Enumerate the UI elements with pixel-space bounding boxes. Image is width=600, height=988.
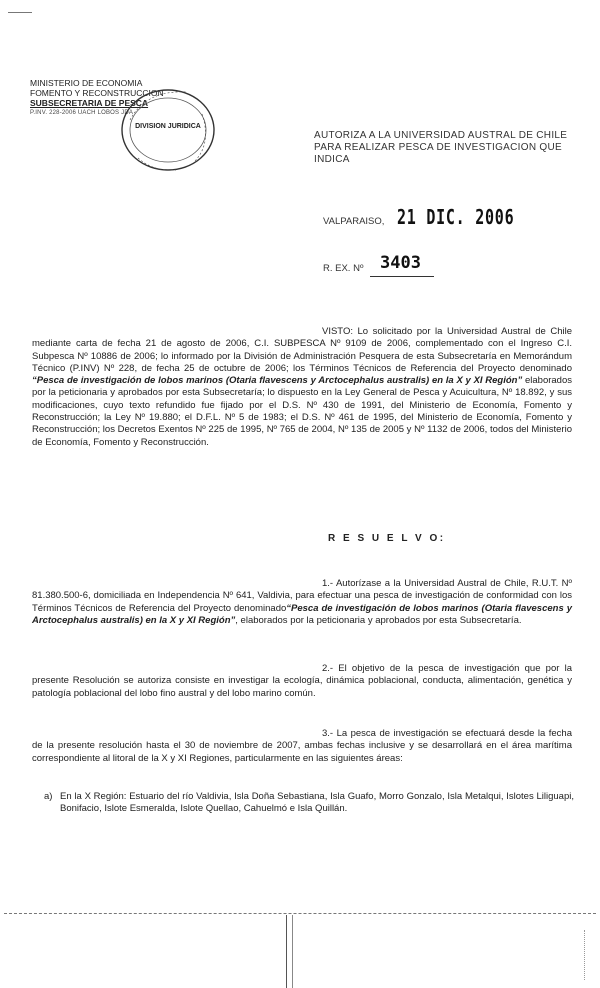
ministry-line-1: MINISTERIO DE ECONOMIA <box>30 78 143 88</box>
fold-vertical-right <box>292 915 293 988</box>
item-1-project-name: “Pesca de investigación de lobos marinos (Otaria flavescens y Arctocephalus australis) en la X y XI Región” <box>32 602 572 626</box>
place-label: VALPARAISO, <box>323 216 385 227</box>
item-1-text-1: 1.- Autorízase a la Universidad Austral de Chile, R.U.T. Nº 81.380.500-6, domiciliada en Independencia Nº 641, Valdivia, para efectuar una pesca de investigación de conformidad con los Términos Técnicos de Referencia del Proyecto denominado <box>32 578 572 614</box>
rex-underline <box>370 276 434 277</box>
item-1-text-2: , elaborados por la peticionaria y aprobados por esta Subsecretaría. <box>235 614 522 626</box>
item-3-text: 3.- La pesca de investigación se efectuará desde la fecha de la presente resolución hasta el 30 de noviembre de 2007, ambas fechas inclusive y se desarrollará en el área marítima correspondiente al litoral de la X y XI Regiones, particularmente en las siguientes áreas: <box>32 728 572 764</box>
subsecretaria-line: SUBSECRETARIA DE PESCA <box>30 98 149 108</box>
seal-stamp-icon <box>116 84 220 174</box>
reference-code: P.INV. 228-2006 UACH LOBOS JDA <box>30 110 134 116</box>
item-2-text: 2.- El objetivo de la pesca de investigación que por la presente Resolución se autoriza consiste en investigar la ecología, dinámica poblacional, conducta, alimentación, genética y patología poblacional del lobo fino austral y del lobo marino común. <box>32 663 572 699</box>
resolution-title: AUTORIZA A LA UNIVERSIDAD AUSTRAL DE CHILE PARA REALIZAR PESCA DE INVESTIGACION QUE INDICA <box>314 130 568 165</box>
fold-vertical-left <box>286 915 287 988</box>
visto-paragraph <box>32 326 572 449</box>
item-3-paragraph <box>32 728 572 765</box>
list-item-a <box>44 791 574 816</box>
item-2-paragraph <box>32 663 572 700</box>
right-edge-mark <box>584 930 585 980</box>
rex-number: 3403 <box>380 253 421 273</box>
visto-label: VISTO: <box>322 326 353 337</box>
list-marker-a: a) <box>44 791 53 802</box>
resolution-date: 21 DIC. 2006 <box>397 205 515 229</box>
resuelvo-heading: R E S U E L V O: <box>328 533 446 544</box>
visto-text-2: elaborados por la peticionaria y aprobados por esta Subsecretaría; lo dispuesto en la Ley General de Pesca y Acuicultura, Nº 18.892, y sus modificaciones, cuyo texto refundido fue fijado por el D.S. Nº 430 de 1991, del Ministerio de Economía, Fomento y Reconstrucción; la Ley Nº 19.880; el D.F.L. Nº 5 de 1983; el D.S. Nº 461 de 1995, del Ministerio de Economía, Fomento y Reconstrucción; los Decretos Exentos Nº 225 de 1995, Nº 765 de 2004, Nº 135 de 2005 y Nº 1132 de 2006, todos del Ministerio de Economía, Fomento y Reconstrucción. <box>32 375 572 448</box>
list-item-a-text: En la X Región: Estuario del río Valdivia, Isla Doña Sebastiana, Isla Guafo, Morro Gonzalo, Isla Metalqui, Islotes Liliguapi, Bonifacio, Islote Esmeralda, Islote Quellao, Cahuelmó e Isla Quillán. <box>60 791 574 815</box>
ministry-line-2: FOMENTO Y RECONSTRUCCION <box>30 88 164 98</box>
stamp-text: DIVISION JURIDICA <box>135 123 201 130</box>
item-1-paragraph <box>32 578 572 627</box>
visto-project-name: “Pesca de investigación de lobos marinos (Otaria flavescens y Arctocephalus australis) en la X y XI Región” <box>32 375 523 387</box>
visto-text-1: Lo solicitado por la Universidad Austral de Chile mediante carta de fecha 21 de agosto de 2006, C.I. SUBPESCA Nº 9109 de 2006, complementado con el Ingreso C.I. Subpesca Nº 10886 de 2006; lo informado por la División de Administración Pesquera de esta Subsecretaría en Memorándum Técnico (P.INV) Nº 228, de fecha 25 de octubre de 2006; los Términos Técnicos de Referencia del Proyecto denominado <box>32 326 572 374</box>
top-edge-mark <box>8 12 32 13</box>
page-fold-line <box>4 913 596 914</box>
rex-label: R. EX. Nº <box>323 263 364 274</box>
